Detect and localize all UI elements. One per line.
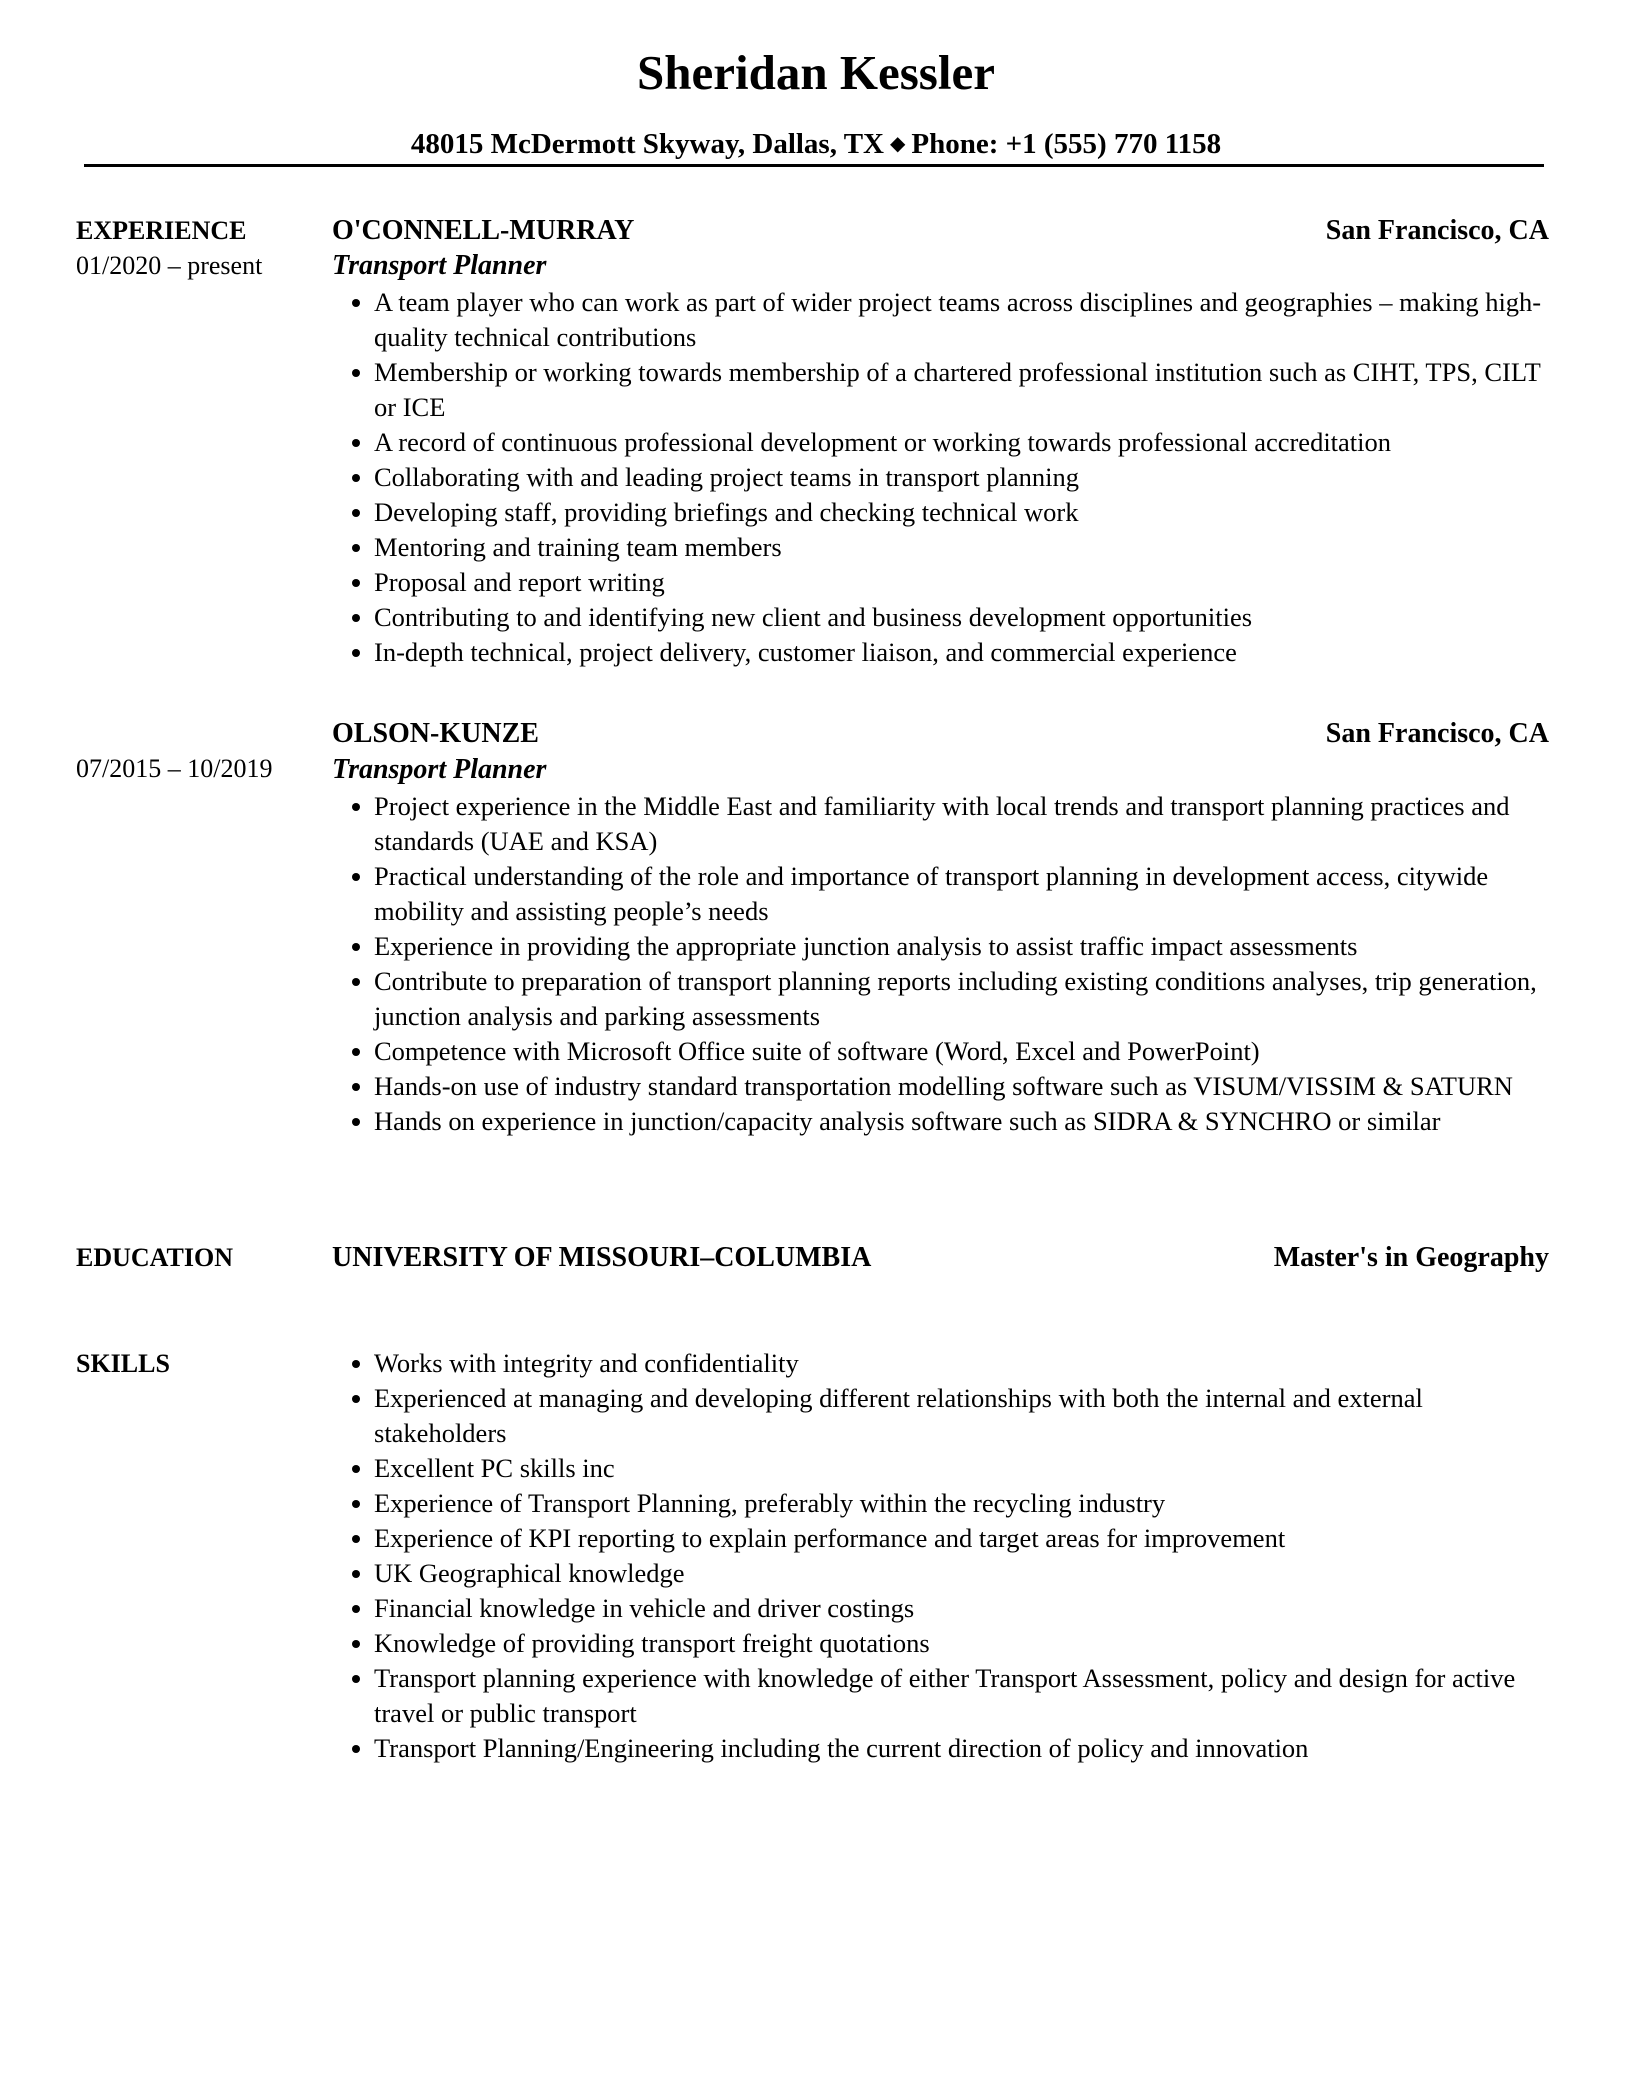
list-item: Project experience in the Middle East and familiarity with local trends and transport planning practices and standards (UAE and KSA): [332, 789, 1552, 859]
degree: Master's in Geography: [1273, 1242, 1549, 1273]
list-item: Experience in providing the appropriate junction analysis to assist traffic impact assessments: [332, 929, 1552, 964]
school-name: UNIVERSITY OF MISSOURI–COLUMBIA: [332, 1242, 872, 1273]
list-item: Experienced at managing and developing different relationships with both the internal and external stakeholders: [332, 1381, 1552, 1451]
contact-line: [0, 124, 1632, 164]
list-item: Collaborating with and leading project teams in transport planning: [332, 460, 1552, 495]
list-item: Knowledge of providing transport freight quotations: [332, 1626, 1552, 1661]
job-dates: 07/2015 – 10/2019: [76, 754, 273, 783]
list-item: Practical understanding of the role and importance of transport planning in development access, citywide mobility and assisting people’s needs: [332, 859, 1552, 929]
list-item: Contribute to preparation of transport planning reports including existing conditions analyses, trip generation, junction analysis and parking assessments: [332, 964, 1552, 1034]
list-item: Competence with Microsoft Office suite of software (Word, Excel and PowerPoint): [332, 1034, 1552, 1069]
list-item: A record of continuous professional development or working towards professional accreditation: [332, 425, 1552, 460]
skills-list: [332, 1346, 1552, 1766]
job-dates: 01/2020 – present: [76, 251, 263, 280]
section-label-experience: EXPERIENCE: [76, 216, 247, 245]
list-item: Transport Planning/Engineering including the current direction of policy and innovation: [332, 1731, 1552, 1766]
list-item: In-depth technical, project delivery, customer liaison, and commercial experience: [332, 635, 1552, 670]
address: 48015 McDermott Skyway, Dallas, TX: [410, 128, 884, 160]
list-item: Works with integrity and confidentiality: [332, 1346, 1552, 1381]
list-item: Hands on experience in junction/capacity analysis software such as SIDRA & SYNCHRO or similar: [332, 1104, 1552, 1139]
list-item: Developing staff, providing briefings and checking technical work: [332, 495, 1552, 530]
list-item: Contributing to and identifying new client and business development opportunities: [332, 600, 1552, 635]
list-item: UK Geographical knowledge: [332, 1556, 1552, 1591]
list-item: A team player who can work as part of wider project teams across disciplines and geographies – making high-quality technical contributions: [332, 285, 1552, 355]
employer-name: OLSON-KUNZE: [332, 718, 539, 749]
list-item: Financial knowledge in vehicle and driver costings: [332, 1591, 1552, 1626]
job-title: Transport Planner: [332, 250, 547, 281]
list-item: Excellent PC skills inc: [332, 1451, 1552, 1486]
section-label-skills: SKILLS: [76, 1349, 170, 1378]
list-item: Experience of Transport Planning, preferably within the recycling industry: [332, 1486, 1552, 1521]
list-item: Experience of KPI reporting to explain performance and target areas for improvement: [332, 1521, 1552, 1556]
section-label-education: EDUCATION: [76, 1243, 233, 1272]
phone: Phone: +1 (555) 770 1158: [911, 128, 1222, 160]
list-item: Membership or working towards membership of a chartered professional institution such as CIHT, TPS, CILT or ICE: [332, 355, 1552, 425]
employer-name: O'CONNELL-MURRAY: [332, 215, 635, 246]
job-title: Transport Planner: [332, 754, 547, 785]
header-divider: [84, 164, 1544, 167]
job-location: San Francisco, CA: [1325, 215, 1549, 246]
list-item: Transport planning experience with knowledge of either Transport Assessment, policy and design for active travel or public transport: [332, 1661, 1552, 1731]
list-item: Mentoring and training team members: [332, 530, 1552, 565]
job-bullets: [332, 789, 1552, 1139]
list-item: Proposal and report writing: [332, 565, 1552, 600]
list-item: Hands-on use of industry standard transportation modelling software such as VISUM/VISSIM & SATURN: [332, 1069, 1552, 1104]
candidate-name: Sheridan Kessler: [637, 45, 995, 100]
diamond-separator-icon: ◆: [889, 133, 906, 155]
job-bullets: [332, 285, 1552, 670]
job-location: San Francisco, CA: [1325, 718, 1549, 749]
